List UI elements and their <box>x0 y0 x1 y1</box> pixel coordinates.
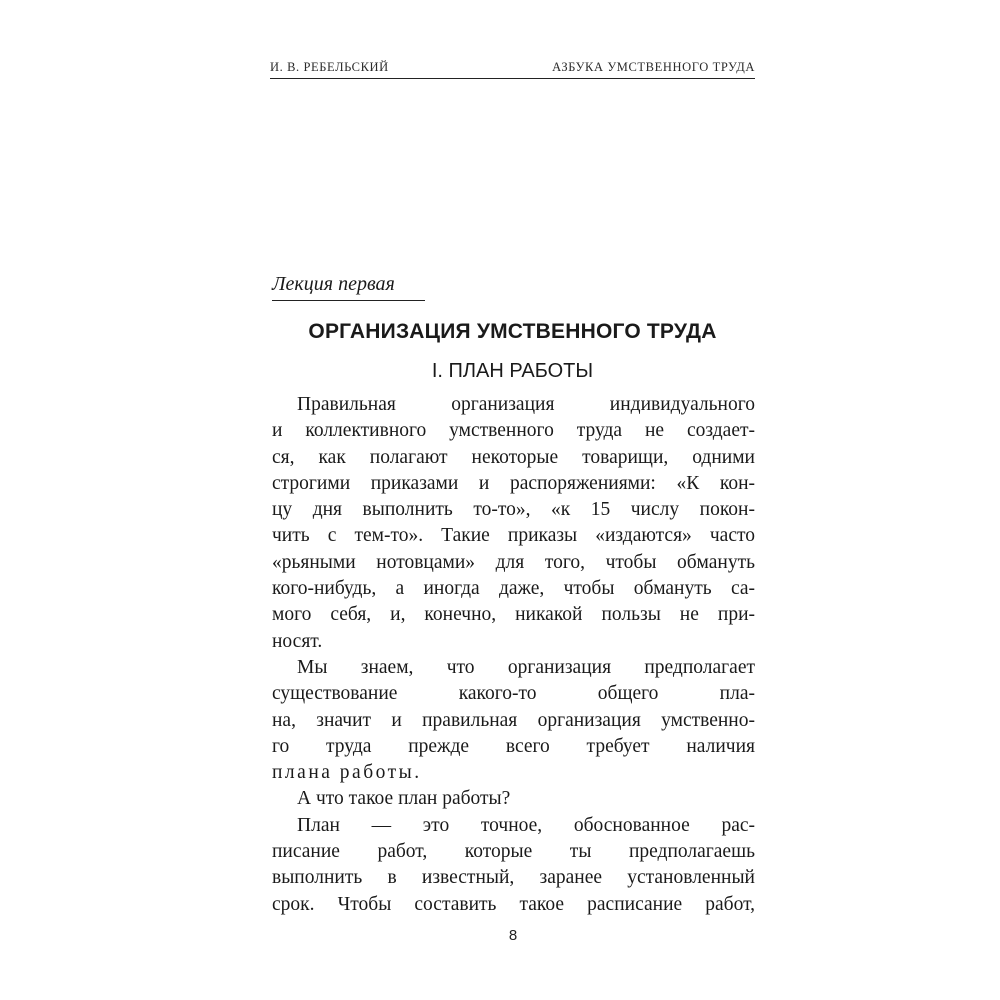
body-line: цу дня выполнить то-то», «к 15 числу покон- <box>272 499 755 521</box>
section-title: I. ПЛАН РАБОТЫ <box>431 360 594 382</box>
body-line: существование какого-то общего пла- <box>272 683 755 705</box>
body-text <box>272 392 755 918</box>
body-line: плана работы. <box>272 762 422 784</box>
body-line: носят. <box>272 630 323 652</box>
page-number: 8 <box>508 927 518 944</box>
chapter-title: ОРГАНИЗАЦИЯ УМСТВЕННОГО ТРУДА <box>308 320 717 343</box>
body-line: срок. Чтобы составить такое расписание работ, <box>272 893 755 915</box>
body-line: чить с тем-то». Такие приказы «издаются» часто <box>272 525 755 547</box>
running-head-book-title: АЗБУКА УМСТВЕННОГО ТРУДА <box>552 60 755 74</box>
body-line: кого-нибудь, а иногда даже, чтобы обмануть са- <box>272 578 755 600</box>
body-line: А что такое план работы? <box>297 788 511 810</box>
lecture-label: Лекция первая <box>272 271 425 301</box>
body-line: го труда прежде всего требует наличия <box>272 735 755 757</box>
body-line: ся, как полагают некоторые товарищи, одними <box>272 446 755 468</box>
body-line: писание работ, которые ты предполагаешь <box>272 841 755 863</box>
running-head <box>270 56 755 79</box>
body-line: План — это точное, обоснованное рас- <box>297 814 755 836</box>
body-line: Мы знаем, что организация предполагает <box>297 656 755 678</box>
body-line: мого себя, и, конечно, никакой пользы не при- <box>272 604 755 626</box>
running-head-author: И. В. РЕБЕЛЬСКИЙ <box>270 60 389 74</box>
body-line: и коллективного умственного труда не создает- <box>272 420 755 442</box>
body-line: Правильная организация индивидуального <box>297 394 755 415</box>
body-line: «рьяными нотовцами» для того, чтобы обмануть <box>272 551 755 573</box>
body-line: на, значит и правильная организация умственно- <box>272 709 755 731</box>
body-line: выполнить в известный, заранее установленный <box>272 867 755 889</box>
body-line: строгими приказами и распоряжениями: «К кон- <box>272 472 755 494</box>
